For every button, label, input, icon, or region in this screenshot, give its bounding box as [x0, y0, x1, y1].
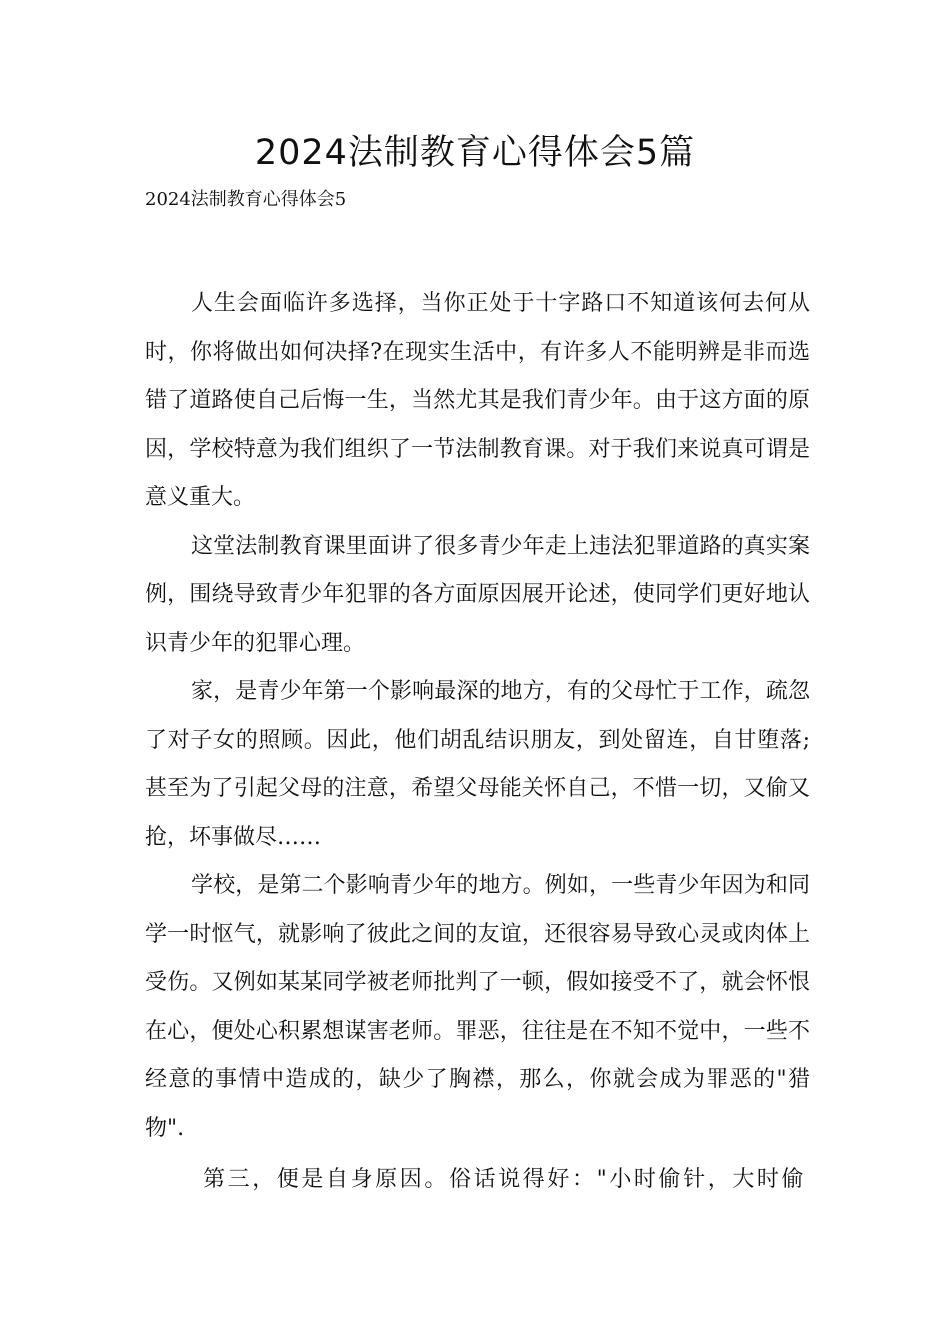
paragraph-1: 人生会面临许多选择，当你正处于十字路口不知道该何去何从时，你将做出如何决择?在现实生活中，有许多人不能明辨是非而选错了道路使自己后悔一生，当然尤其是我们青少年。由于这方面的原因，学校特意为我们组织了一节法制教育课。对于我们来说真可谓是意义重大。	[145, 291, 810, 510]
paragraph-3: 家，是青少年第一个影响最深的地方，有的父母忙于工作，疏忽了对子女的照顾。因此，他们胡乱结识朋友，到处留连，自甘堕落;甚至为了引起父母的注意，希望父母能关怀自己，不惜一切，又偷又抢，坏事做尽……	[145, 679, 810, 850]
paragraph-5: 第三，便是自身原因。俗话说得好："小时偷针，大时偷	[203, 1167, 807, 1192]
paragraph-4: 学校，是第二个影响青少年的地方。例如，一些青少年因为和同学一时怄气，就影响了彼此之间的友谊，还很容易导致心灵或肉体上受伤。又例如某某同学被老师批判了一顿，假如接受不了，就会怀恨在心，便处心积累想谋害老师。罪恶，往往是在不知不觉中，一些不经意的事情中造成的，缺少了胸襟，那么，你就会成为罪恶的"猎物".	[145, 873, 810, 1141]
document-title: 2024法制教育心得体会5篇	[254, 133, 696, 173]
document-subtitle: 2024法制教育心得体会5	[145, 189, 347, 210]
document-body	[145, 280, 810, 1205]
paragraph-2: 这堂法制教育课里面讲了很多青少年走上违法犯罪道路的真实案例，围绕导致青少年犯罪的各方面原因展开论述，使同学们更好地认识青少年的犯罪心理。	[145, 533, 810, 656]
